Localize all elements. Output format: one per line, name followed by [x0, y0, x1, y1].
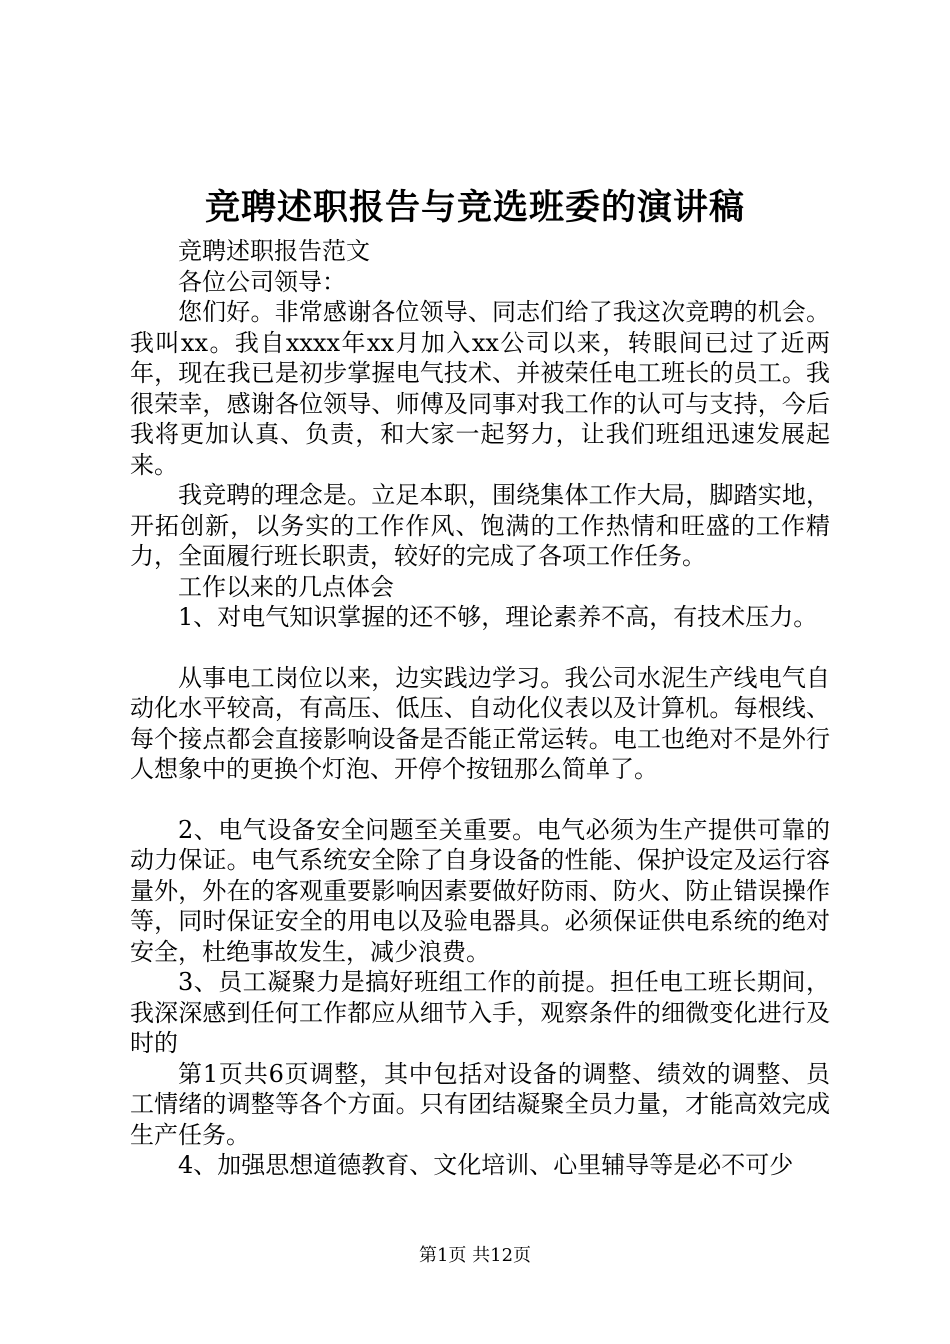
paragraph: 工作以来的几点体会: [178, 572, 394, 601]
paragraph: 1、对电气知识掌握的还不够，理论素养不高，有技术压力。: [178, 603, 818, 631]
document-title: 竞聘述职报告与竞选班委的演讲稿: [204, 187, 745, 228]
paragraph: 我竞聘的理念是。立足本职，围绕集体工作大局，脚踏实地，开拓创新，以务实的工作作风、饱满的工作热情和旺盛的工作精力，全面履行班长职责，较好的完成了各项工作任务。: [130, 481, 830, 570]
paragraph: 各位公司领导：: [178, 267, 346, 296]
paragraph: 第1页共6页调整，其中包括对设备的调整、绩效的调整、员工情绪的调整等各个方面。只有团结凝聚全员力量，才能高效完成生产任务。: [130, 1059, 830, 1149]
paragraph: 竞聘述职报告范文: [178, 237, 370, 265]
page-footer: 第1页 共12页: [418, 1245, 532, 1266]
paragraph: 4、加强思想道德教育、文化培训、心里辅导等是必不可少: [178, 1151, 794, 1179]
paragraph: 2、电气设备安全问题至关重要。电气必须为生产提供可靠的动力保证。电气系统安全除了自身设备的性能、保护设定及运行容量外，外在的客观重要影响因素要做好防雨、防火、防止错误操作等，同时保证安全的用电以及验电器具。必须保证供电系统的绝对安全，杜绝事故发生，减少浪费。: [130, 815, 830, 966]
document-body: [130, 236, 830, 1181]
paragraph: 3、员工凝聚力是搞好班组工作的前提。担任电工班长期间，我深深感到任何工作都应从细节入手，观察条件的细微变化进行及时的: [130, 968, 830, 1057]
paragraph: 您们好。非常感谢各位领导、同志们给了我这次竞聘的机会。我叫xx。我自xxxx年xx月加入xx公司以来，转眼间已过了近两年，现在我已是初步掌握电气技术、并被荣任电工班长的员工。我很荣幸，感谢各位领导、师傅及同事对我工作的认可与支持，今后我将更加认真、负责，和大家一起努力，让我们班组迅速发展起来。: [130, 298, 830, 479]
paragraph: 从事电工岗位以来，边实践边学习。我公司水泥生产线电气自动化水平较高，有高压、低压、自动化仪表以及计算机。每根线、每个接点都会直接影响设备是否能正常运转。电工也绝对不是外行人想象中的更换个灯泡、开停个按钮那么简单了。: [130, 663, 830, 783]
